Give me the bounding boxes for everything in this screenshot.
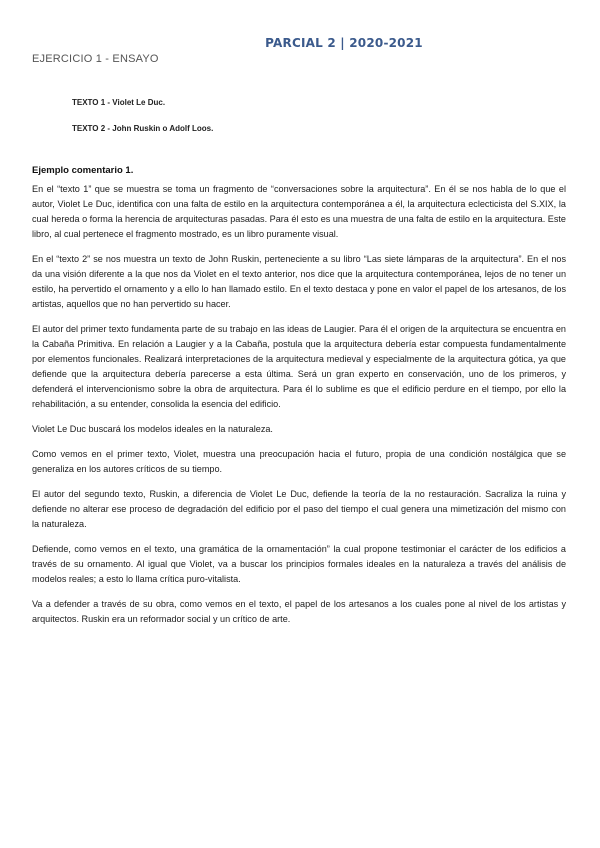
paragraph-6: El autor del segundo texto, Ruskin, a diferencia de Violet Le Duc, defiende la teoría de la no restauración. Sacraliza la ruina y defiende no alterar ese proceso de degradación del edificio por el paso del tiempo el cual genera una mimetización del mismo con la naturaleza. — [32, 489, 566, 529]
paragraph-4: Violet Le Duc buscará los modelos ideales en la naturaleza. — [32, 424, 273, 434]
text-item-2: TEXTO 2 - John Ruskin o Adolf Loos. — [72, 124, 214, 133]
exercise-subtitle: EJERCICIO 1 - ENSAYO — [32, 53, 159, 65]
texts-list — [72, 98, 213, 150]
paragraph-1: En el “texto 1” que se muestra se toma un fragmento de “conversaciones sobre la arquitectura”. En él se nos habla de lo que el autor, Violet Le Duc, identifica con una falta de estilo en la arquitectura contemporánea a él, la arquitectura eclecticista del S.XIX, la cual hereda o forma la herencia de arquitecturas pasadas. Para él esto es una muestra de una falta de estilo en la arquitectura. Este libro, al cual pertenece el fragmento mostrado, es un libro puramente visual. — [32, 184, 566, 239]
paragraph-5: Como vemos en el primer texto, Violet, muestra una preocupación hacia el futuro, propia de una condición nostálgica que se generaliza en los autores críticos de su tiempo. — [32, 449, 566, 474]
paragraph-8: Va a defender a través de su obra, como vemos en el texto, el papel de los artesanos a los cuales pone al nivel de los artistas y arquitectos. Ruskin era un reformador social y un crítico de arte. — [32, 599, 566, 624]
document-body — [32, 182, 566, 637]
paragraph-3: El autor del primer texto fundamenta parte de su trabajo en las ideas de Laugier. Para él el origen de la arquitectura se encuentra en la Cabaña Primitiva. En relación a Laugier y a la Cabaña, postula que la arquitectura debería estar compuesta fundamentalmente por elementos funcionales. Realizará interpretaciones de la arquitectura medieval y especialmente de la arquitectura gótica, ya que defiende que la arquitectura debería parecerse a esta última. Será un gran experto en conservación, uno de los primeros, y defenderá el intervencionismo sobre la obra de arquitectura. Para él lo sublime es que el edificio perdure en el tiempo, por ello la rehabilitación, a su entender, consolida la esencia del edificio. — [32, 324, 566, 409]
document-title: PARCIAL 2 | 2020-2021 — [265, 36, 423, 50]
paragraph-7: Defiende, como vemos en el texto, una gramática de la ornamentación” la cual propone testimoniar el carácter de los edificios a través de su ornamento. Al igual que Violet, va a buscar los principios formales ideales en la naturaleza a través del análisis de modelos reales; a esto lo llama crítica puro-vitalista. — [32, 544, 566, 584]
paragraph-2: En el “texto 2” se nos muestra un texto de John Ruskin, perteneciente a su libro “Las siete lámparas de la arquitectura”. En el nos da una visión diferente a la que nos da Violet en el texto anterior, nos dice que la arquitectura contemporánea, lejos de no tener un estilo, ha pervertido el ornamento y a ello lo han llamado estilo. En el texto destaca y pone en valor el papel de los artesanos, de los artistas, aquellos que no han pervertido su hacer. — [32, 254, 566, 309]
text-item-1: TEXTO 1 - Violet Le Duc. — [72, 98, 166, 107]
section-heading: Ejemplo comentario 1. — [32, 165, 134, 176]
